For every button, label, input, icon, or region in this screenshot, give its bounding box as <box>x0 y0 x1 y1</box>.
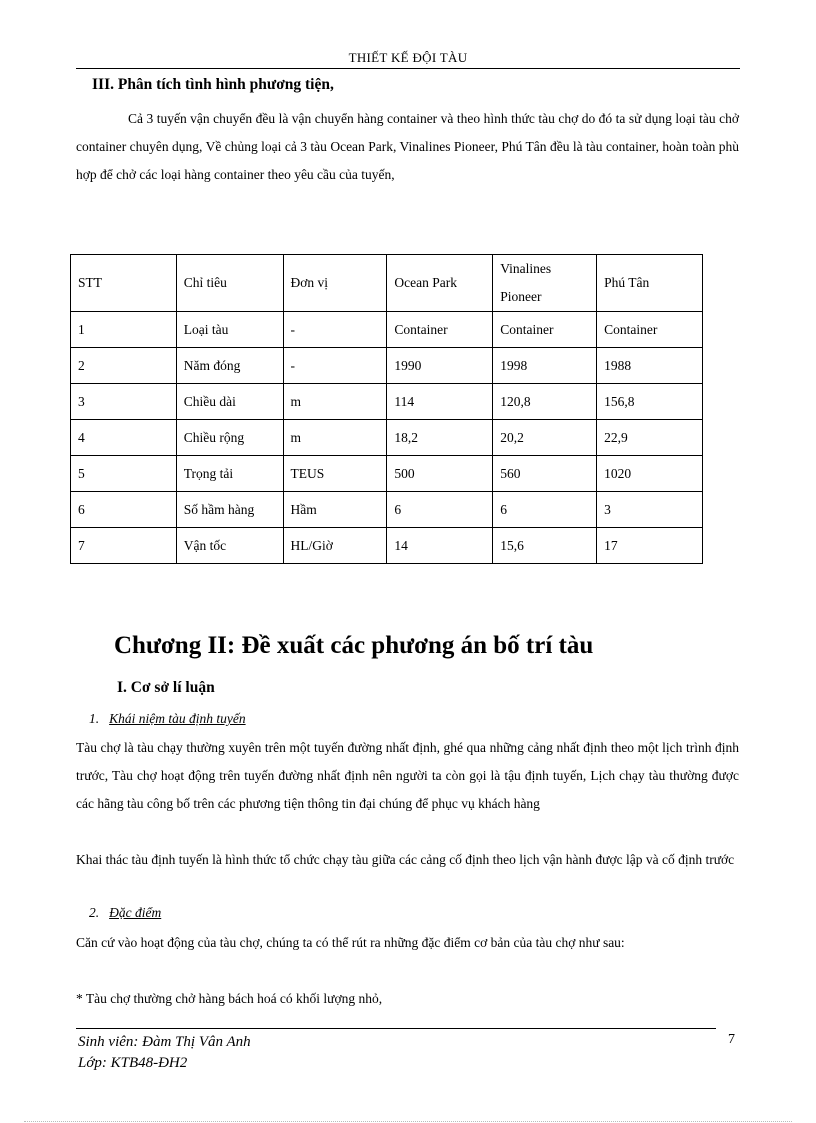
table-cell: Năm đóng <box>176 348 283 384</box>
table-row <box>71 384 703 420</box>
table-row <box>71 348 703 384</box>
table-cell: 22,9 <box>597 420 703 456</box>
table-row <box>71 456 703 492</box>
table-row <box>71 312 703 348</box>
table-cell: 3 <box>597 492 703 528</box>
table-cell: Container <box>493 312 597 348</box>
table-cell: 1 <box>71 312 177 348</box>
running-header: THIẾT KẾ ĐỘI TÀU <box>348 50 468 65</box>
table-header-cell: STT <box>71 255 177 312</box>
table-cell: 4 <box>71 420 177 456</box>
item-heading <box>89 711 246 727</box>
table-row <box>71 492 703 528</box>
table-header-cell: Ocean Park <box>387 255 493 312</box>
table-cell: 1020 <box>597 456 703 492</box>
table-cell: Chiều rộng <box>176 420 283 456</box>
table-cell: Container <box>597 312 703 348</box>
table-cell: Chiều dài <box>176 384 283 420</box>
item-title: Khái niệm tàu định tuyến <box>109 711 246 726</box>
item-title: Đặc điểm <box>109 905 162 920</box>
section-paragraph: Cả 3 tuyến vận chuyển đều là vận chuyển hàng container và theo hình thức tàu chợ do đó ta sử dụng loại tàu chở container chuyên dụng, Về chủng loại cả 3 tàu Ocean Park, Vinalines Pioneer, Phú Tân đều là tàu container, hoàn toàn phù hợp để chở các loại hàng container theo yêu cầu của tuyến, <box>76 111 739 182</box>
ship-spec-table <box>70 254 703 564</box>
table-cell: 3 <box>71 384 177 420</box>
item-number: 1. <box>89 711 100 726</box>
table-cell: Vận tốc <box>176 528 283 564</box>
table-cell: 17 <box>597 528 703 564</box>
body-paragraph: * Tàu chợ thường chở hàng bách hoá có khối lượng nhỏ, <box>76 991 383 1006</box>
table-cell: Container <box>387 312 493 348</box>
table-header-row <box>71 255 703 312</box>
table-cell: 1988 <box>597 348 703 384</box>
table-cell: 15,6 <box>493 528 597 564</box>
table-cell: 14 <box>387 528 493 564</box>
footer-rule <box>76 1028 716 1029</box>
table-cell: 6 <box>387 492 493 528</box>
table-cell: 1990 <box>387 348 493 384</box>
table-cell: Trọng tải <box>176 456 283 492</box>
table-cell: 560 <box>493 456 597 492</box>
table-row <box>71 420 703 456</box>
section-heading: III. Phân tích tình hình phương tiện, <box>92 76 334 93</box>
page-bottom-border <box>24 1121 792 1122</box>
table-cell: 18,2 <box>387 420 493 456</box>
table-cell: HL/Giờ <box>283 528 387 564</box>
table-cell: Loại tàu <box>176 312 283 348</box>
table-cell: 500 <box>387 456 493 492</box>
chapter-title: Chương II: Đề xuất các phương án bố trí tàu <box>114 632 594 659</box>
table-cell: 156,8 <box>597 384 703 420</box>
item-heading <box>89 905 161 921</box>
table-cell: m <box>283 420 387 456</box>
table-header-cell: Phú Tân <box>597 255 703 312</box>
table-header-cell: Đơn vị <box>283 255 387 312</box>
table-cell: 6 <box>71 492 177 528</box>
footer-student: Sinh viên: Đàm Thị Vân Anh <box>78 1034 251 1050</box>
item-number: 2. <box>89 905 100 920</box>
table-row <box>71 528 703 564</box>
body-paragraph: Căn cứ vào hoạt động của tàu chợ, chúng ta có thể rút ra những đặc điểm cơ bản của tàu chợ như sau: <box>76 935 625 950</box>
body-paragraph: Khai thác tàu định tuyến là hình thức tổ chức chạy tàu giữa các cảng cố định theo lịch vận hành được lập và cố định trước <box>76 852 735 867</box>
table-cell: 120,8 <box>493 384 597 420</box>
table-header-cell: Vinalines Pioneer <box>493 255 597 312</box>
body-paragraph: Tàu chợ là tàu chạy thường xuyên trên một tuyến đường nhất định, ghé qua những cảng nhất định theo một lịch trình định trước, Tàu chợ hoạt động trên tuyến đường nhất định nên người ta còn gọi là tậu định tuyến, Lịch chạy tàu thường được các hãng tàu công bố trên các phương tiện thông tin đại chúng để phục vụ khách hàng <box>76 740 739 811</box>
table-cell: - <box>283 312 387 348</box>
header-rule <box>76 68 740 69</box>
table-cell: 114 <box>387 384 493 420</box>
table-cell: 5 <box>71 456 177 492</box>
table-cell: - <box>283 348 387 384</box>
table-cell: Hầm <box>283 492 387 528</box>
table-cell: m <box>283 384 387 420</box>
table-cell: 2 <box>71 348 177 384</box>
table-cell: 20,2 <box>493 420 597 456</box>
page-number: 7 <box>728 1032 735 1047</box>
table-cell: 7 <box>71 528 177 564</box>
table-cell: Số hầm hàng <box>176 492 283 528</box>
table-cell: TEUS <box>283 456 387 492</box>
table-cell: 1998 <box>493 348 597 384</box>
subsection-heading: I. Cơ sở lí luận <box>117 679 215 696</box>
footer-class: Lớp: KTB48-ĐH2 <box>78 1055 188 1071</box>
table-header-cell: Chỉ tiêu <box>176 255 283 312</box>
table-cell: 6 <box>493 492 597 528</box>
